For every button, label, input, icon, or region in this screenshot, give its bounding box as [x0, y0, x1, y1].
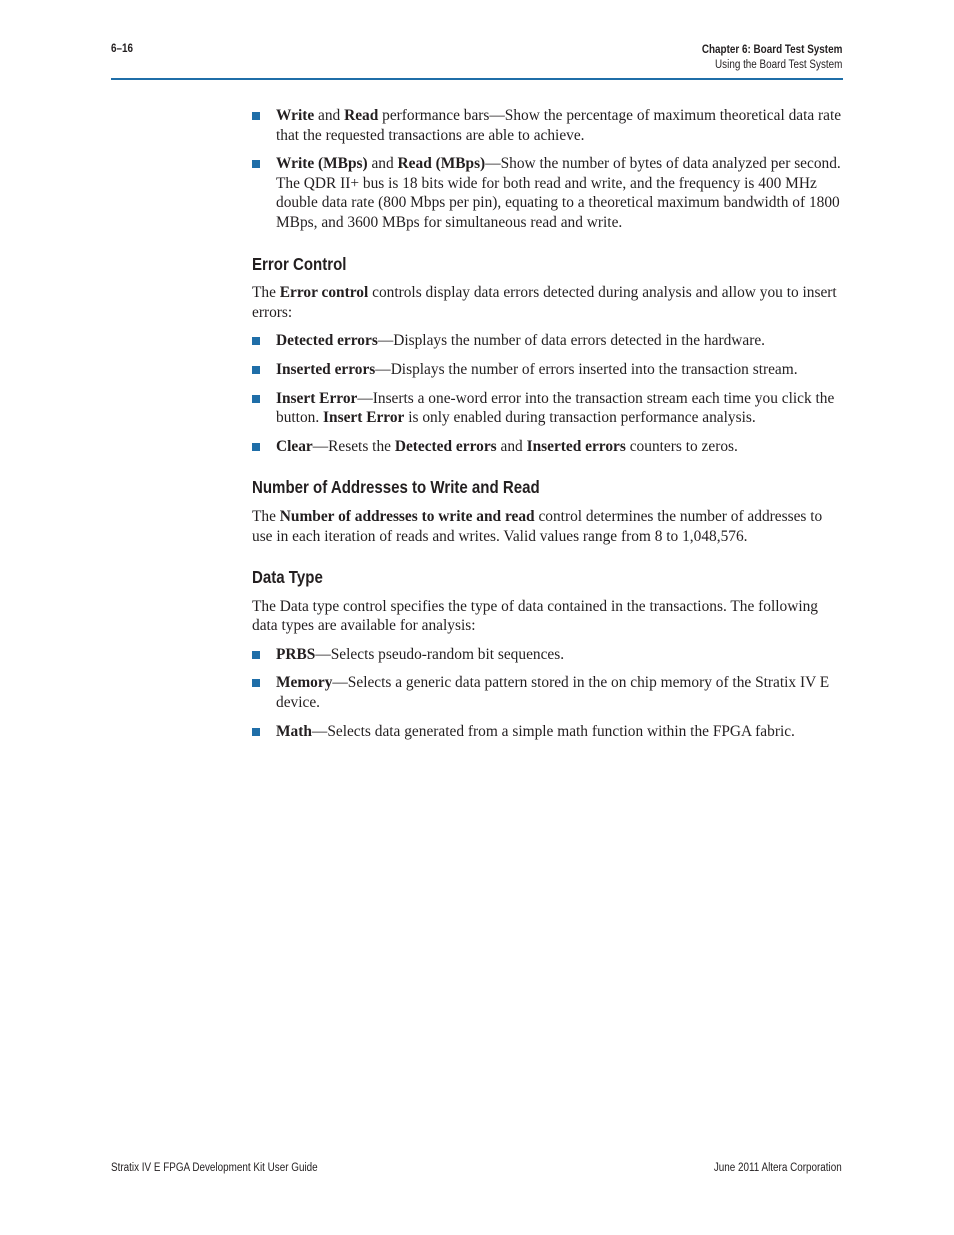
- bullet-square-icon: [252, 395, 260, 403]
- list-item: [252, 673, 844, 712]
- page-number: 6–16: [111, 43, 134, 55]
- term: Clear: [276, 437, 313, 455]
- term: Math: [276, 722, 312, 740]
- text: —Show the number of bytes of data analyzed per second. The QDR II+ bus is 18 bits wide for both read and write, and the frequency is 400 MHz double data rate (800 Mbps per pin), equating to a theoretical maximum bandwidth of 1800 MBps, and 3600 MBps for simultaneous read and write.: [276, 155, 841, 231]
- text: —Displays the number of data errors detected in the hardware.: [377, 332, 766, 350]
- text: and: [314, 107, 345, 124]
- text: controls display data errors detected during analysis and allow you to insert errors:: [252, 284, 837, 321]
- document-title: Stratix IV E FPGA Development Kit User Guide: [111, 1162, 318, 1174]
- addresses-paragraph: [252, 507, 844, 546]
- list-item: [252, 106, 844, 145]
- bullet-square-icon: [252, 651, 260, 659]
- bullet-square-icon: [252, 160, 260, 168]
- list-item: [252, 645, 844, 665]
- error-control-heading: Error Control: [252, 253, 347, 274]
- text: —Selects a generic data pattern stored in the on chip memory of the Stratix IV E device.: [276, 674, 830, 712]
- bullet-square-icon: [252, 443, 260, 451]
- list-item: [252, 331, 844, 351]
- bullet-square-icon: [252, 679, 260, 687]
- bullet-square-icon: [252, 112, 260, 120]
- text: The: [252, 284, 280, 302]
- running-header: [679, 43, 842, 73]
- term: Write (MBps): [276, 155, 368, 173]
- text: —Selects pseudo-random bit sequences.: [315, 645, 565, 663]
- page-header: [111, 42, 842, 78]
- term: Detected errors: [276, 332, 378, 350]
- text: The: [252, 507, 280, 525]
- text: —Displays the number of errors inserted into the transaction stream.: [375, 360, 798, 378]
- term: Inserted errors: [276, 360, 376, 378]
- list-item: [252, 437, 844, 457]
- bullet-square-icon: [252, 366, 260, 374]
- text: is only enabled during transaction performance analysis.: [404, 409, 756, 427]
- text: and: [367, 155, 398, 173]
- error-control-intro: [252, 283, 844, 322]
- list-item: [252, 360, 844, 380]
- term: Read: [344, 107, 379, 124]
- page-content: [252, 106, 844, 750]
- header-rule: [111, 78, 843, 80]
- data-type-list: [252, 645, 844, 741]
- list-item: [252, 154, 844, 232]
- list-item: [252, 722, 844, 742]
- chapter-title: Chapter 6: Board Test System: [701, 44, 842, 56]
- text: control determines the number of addresses to use in each iteration of reads and writes. Valid values range from 8 to 1,048,576.: [252, 507, 823, 545]
- section-title: Using the Board Test System: [714, 59, 842, 71]
- term: Memory: [276, 674, 333, 692]
- term: PRBS: [276, 645, 316, 663]
- term: Inserted errors: [526, 437, 626, 455]
- term: ddresses to write and read: [362, 507, 535, 525]
- bullet-square-icon: [252, 728, 260, 736]
- text: performance bars—Show the percentage of maximum theoretical data rate that the requested transactions are able to achieve.: [276, 107, 842, 144]
- text: and: [496, 437, 527, 455]
- list-item: [252, 389, 844, 428]
- term: Read (MBps): [397, 155, 486, 173]
- performance-bullet-list: [252, 106, 844, 233]
- data-type-intro: The Data type control specifies the type of data contained in the transactions. The following data types are available for analysis:: [252, 597, 818, 635]
- term: Error control: [279, 284, 369, 302]
- bullet-square-icon: [252, 337, 260, 345]
- addresses-heading: Number of Addresses to Write and Read: [252, 477, 540, 498]
- text: —Inserts a one-word error into the transaction stream each time you click the button.: [276, 389, 835, 427]
- term: Number of a: [279, 507, 363, 525]
- term: Detected errors: [394, 437, 497, 455]
- term: Insert Error: [323, 409, 405, 427]
- data-type-heading: Data Type: [252, 567, 323, 588]
- term: Insert Error: [276, 389, 358, 407]
- term: Write: [276, 107, 315, 124]
- date-and-company: June 2011 Altera Corporation: [714, 1162, 842, 1174]
- text: —Selects data generated from a simple math function within the FPGA fabric.: [311, 722, 795, 740]
- error-control-list: [252, 331, 844, 456]
- text: —Resets the: [312, 437, 395, 455]
- text: counters to zeros.: [625, 437, 738, 455]
